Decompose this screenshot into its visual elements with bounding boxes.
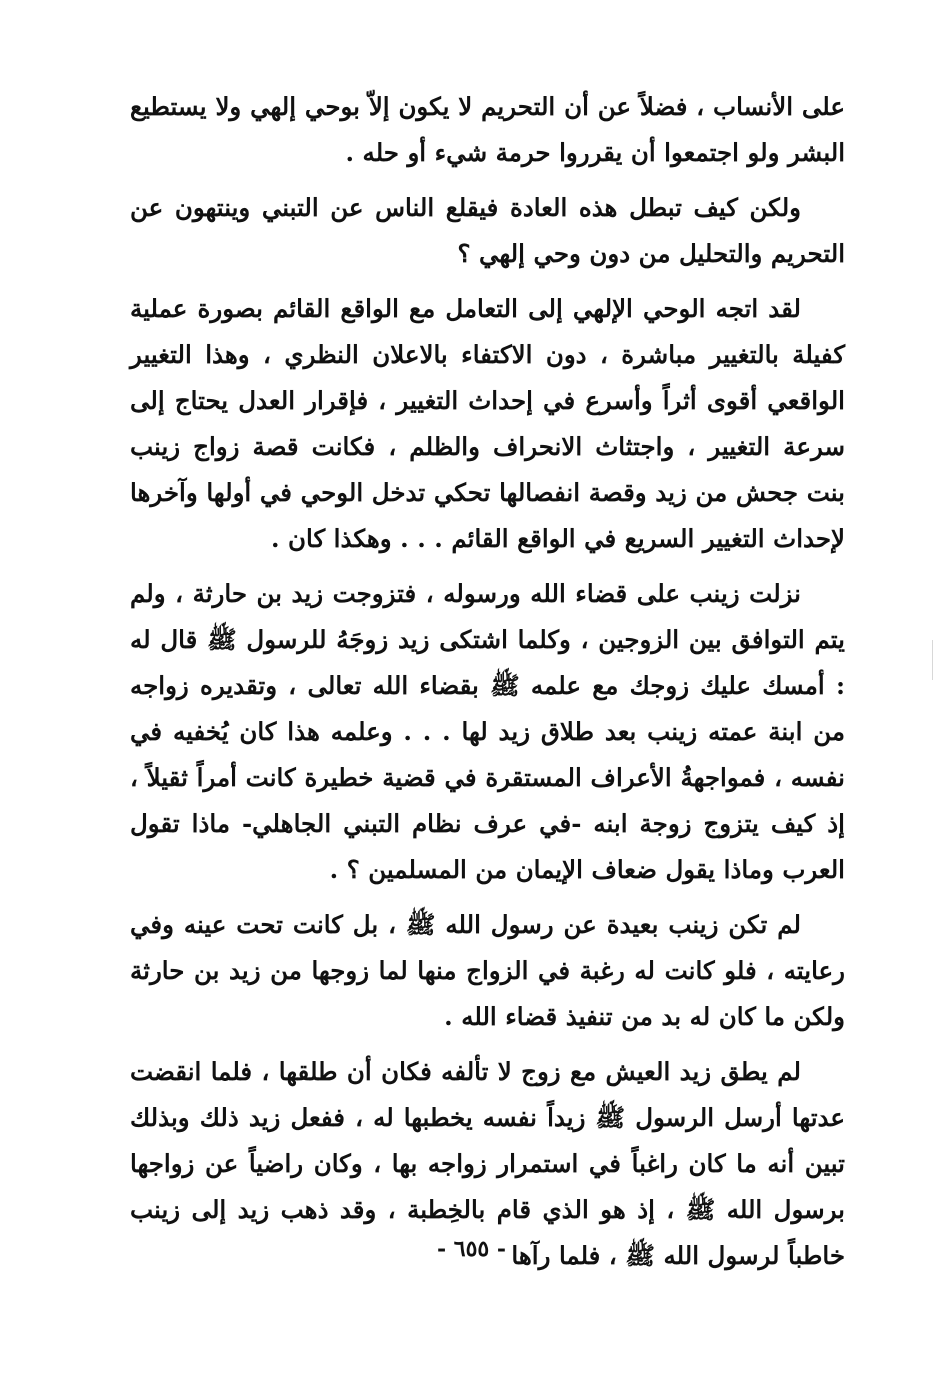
paragraph-3: لقد اتجه الوحي الإلهي إلى التعامل مع الواقع القائم بصورة عملية كفيلة بالتغيير مباشرة ، دون الاكتفاء بالاعلان النظري ، وهذا التغيير الواقعي أقوى أثراً وأسرع في إحداث التغيير ، فإقرار العدل يحتاج إلى سرعة التغيير ، واجتثاث الانحراف والظلم ، فكانت قصة زواج زينب بنت جحش من زيد وقصة انفصالها تحكي تدخل الوحي في أولها وآخرها لإحداث التغيير السريع في الواقع القائم . . . وهكذا كان . <box>130 294 845 553</box>
page-number: - ٦٥٥ - <box>436 1236 507 1262</box>
paragraph-2: ولكن كيف تبطل هذه العادة فيقلع الناس عن التبني وينتهون عن التحريم والتحليل من دون وحي إلهي ؟ <box>130 193 845 268</box>
paragraph-5: لم تكن زينب بعيدة عن رسول الله ﷺ ، بل كانت تحت عينه وفي رعايته ، فلو كانت له رغبة في الزواج منها لما زوجها من زيد بن حارثة ولكن ما كان له بد من تنفيذ قضاء الله . <box>130 910 845 1031</box>
page-body-text <box>130 84 845 1288</box>
paragraph-6: لم يطق زيد العيش مع زوج لا تألفه فكان أن طلقها ، فلما انقضت عدتها أرسل الرسول ﷺ زيداً نفسه يخطبها له ، ففعل زيد ذلك وبذلك تبين أنه ما كان راغباً في استمرار زواجه بها ، وكان راضياً عن زواجها برسول الله ﷺ ، إذ هو الذي قام بالخِطبة ، وقد ذهب زيد إلى زينب خاطباً لرسول الله ﷺ ، فلما رآها <box>130 1057 845 1270</box>
scan-edge-mark <box>932 640 933 680</box>
paragraph-1: على الأنساب ، فضلاً عن أن التحريم لا يكون إلاّ بوحي إلهي ولا يستطيع البشر ولو اجتمعوا أن يقرروا حرمة شيء أو حله . <box>130 92 845 167</box>
paragraph-4: نزلت زينب على قضاء الله ورسوله ، فتزوجت زيد بن حارثة ، ولم يتم التوافق بين الزوجين ، وكلما اشتكى زيد زوجَهُ للرسول ﷺ قال له : أمسك عليك زوجك مع علمه ﷺ بقضاء الله تعالى ، وتقديره زواجه من ابنة عمته زينب بعد طلاق زيد لها . . . وعلمه هذا كان يُخفيه في نفسه ، فمواجهةُ الأعراف المستقرة في قضية خطيرة كانت أمراً ثقيلاً ، إذ كيف يتزوج زوجة ابنه -في عرف نظام التبني الجاهلي- ماذا تقول العرب وماذا يقول ضعاف الإيمان من المسلمين ؟ . <box>130 579 845 884</box>
